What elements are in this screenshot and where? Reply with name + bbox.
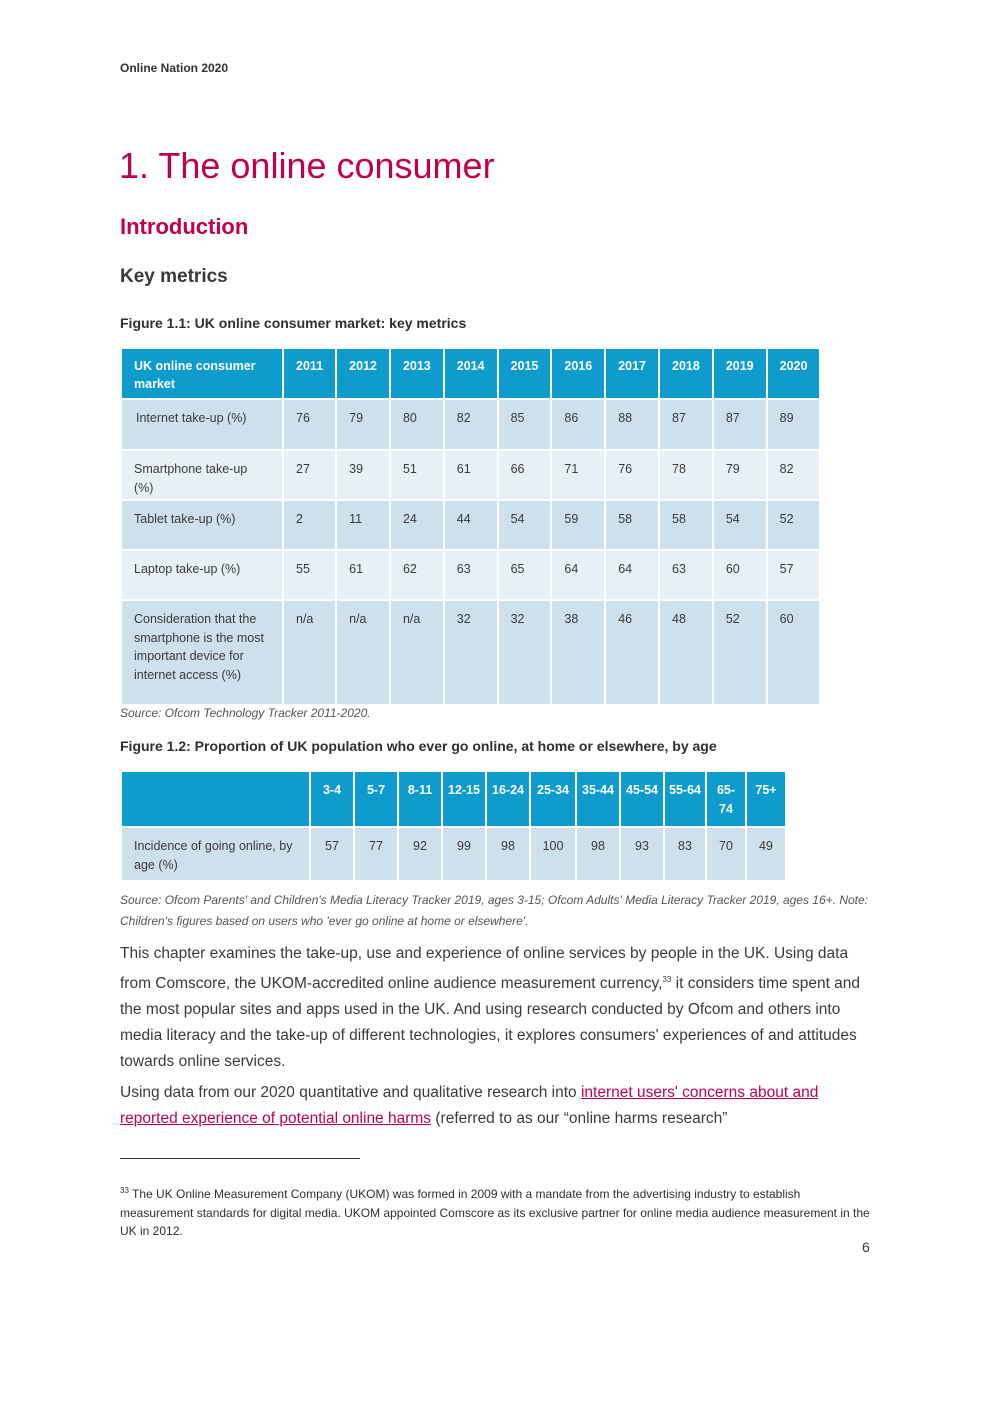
- row-label: Internet take-up (%): [122, 400, 282, 449]
- table-cell: 63: [445, 551, 497, 599]
- paragraph-text: Using data from our 2020 quantitative and qualitative research into: [120, 1084, 581, 1101]
- table-cell: 89: [768, 400, 820, 449]
- table-cell: 87: [660, 400, 712, 449]
- table-cell: 27: [284, 451, 335, 499]
- page-number: 6: [862, 1239, 870, 1255]
- table-cell: 61: [445, 451, 497, 499]
- table-cell: 100: [531, 828, 575, 880]
- table-cell: 46: [606, 601, 658, 704]
- table-cell: 61: [337, 551, 389, 599]
- table-row: [122, 451, 819, 499]
- footnote-number: 33: [120, 1186, 129, 1195]
- table-cell: 65: [499, 551, 551, 599]
- row-label: Tablet take-up (%): [122, 501, 282, 549]
- table-cell: 39: [337, 451, 389, 499]
- paragraph-text: (referred to as our “online harms research”: [431, 1110, 728, 1127]
- table-cell: 60: [768, 601, 820, 704]
- year-header: 2012: [337, 349, 389, 398]
- table-cell: 58: [606, 501, 658, 549]
- table-cell: 64: [606, 551, 658, 599]
- table-cell: 79: [714, 451, 766, 499]
- table-cell: 54: [499, 501, 551, 549]
- table-cell: 52: [768, 501, 820, 549]
- table-cell: 32: [445, 601, 497, 704]
- table-cell: 11: [337, 501, 389, 549]
- table-cell: 82: [445, 400, 497, 449]
- age-header: 65-74: [707, 772, 745, 826]
- age-header: 8-11: [399, 772, 441, 826]
- table-cell: 82: [768, 451, 820, 499]
- figure-1-caption: Figure 1.1: UK online consumer market: key metrics: [120, 315, 467, 331]
- table-row: [122, 828, 785, 880]
- age-header: 12-15: [443, 772, 485, 826]
- table-header-row: [122, 772, 785, 826]
- table-cell: 48: [660, 601, 712, 704]
- figure-1-source: Source: Ofcom Technology Tracker 2011-2020.: [120, 706, 371, 720]
- table-cell: 86: [552, 400, 604, 449]
- table-cell: 70: [707, 828, 745, 880]
- body-paragraph-2: [120, 1080, 870, 1132]
- table-cell: 52: [714, 601, 766, 704]
- table-cell: n/a: [284, 601, 335, 704]
- year-header: 2011: [284, 349, 335, 398]
- table-cell: 92: [399, 828, 441, 880]
- year-header: 2014: [445, 349, 497, 398]
- table-cell: n/a: [337, 601, 389, 704]
- age-table: [120, 770, 787, 882]
- row-label: Consideration that the smartphone is the most important device for internet access (%): [122, 601, 282, 704]
- table-cell: n/a: [391, 601, 443, 704]
- table-cell: 79: [337, 400, 389, 449]
- year-header: 2017: [606, 349, 658, 398]
- table-cell: 80: [391, 400, 443, 449]
- table-cell: 93: [621, 828, 663, 880]
- footnote-ref[interactable]: 33: [662, 975, 672, 984]
- table-row: [122, 601, 819, 704]
- table-cell: 88: [606, 400, 658, 449]
- footnote-text: The UK Online Measurement Company (UKOM) was formed in 2009 with a mandate from the advertising industry to establish measurement standards for digital media. UKOM appointed Comscore as its exclusive partner for online media audience measurement in the UK in 2012.: [120, 1187, 870, 1238]
- age-header: 16-24: [487, 772, 529, 826]
- year-header: 2013: [391, 349, 443, 398]
- year-header: 2016: [552, 349, 604, 398]
- table-cell: 98: [577, 828, 619, 880]
- paragraph-text: This chapter examines the take-up, use and experience of online services by people in the UK. Using data from Comscore, the UKOM-accredited online audience measurement currency,: [120, 945, 849, 993]
- running-head: Online Nation 2020: [120, 61, 229, 75]
- age-header: 5-7: [355, 772, 397, 826]
- figure-2-source: Source: Ofcom Parents' and Children's Media Literacy Tracker 2019, ages 3-15; Ofcom Adults' Media Literacy Tracker 2019, ages 16+. Note: Children's figures based on users who 'ever go online at home or elsewhere'.: [120, 893, 869, 928]
- year-header: 2019: [714, 349, 766, 398]
- age-header: 75+: [747, 772, 785, 826]
- table-cell: 77: [355, 828, 397, 880]
- body-paragraph-1: [120, 941, 870, 1075]
- table-cell: 59: [552, 501, 604, 549]
- table-cell: 38: [552, 601, 604, 704]
- table-cell: 64: [552, 551, 604, 599]
- table-row: [122, 551, 819, 599]
- table-cell: 85: [499, 400, 551, 449]
- table-cell: 71: [552, 451, 604, 499]
- table-cell: 78: [660, 451, 712, 499]
- table-cell: 83: [665, 828, 705, 880]
- table-cell: 57: [311, 828, 353, 880]
- row-label: Smartphone take-up (%): [122, 451, 282, 499]
- table-cell: 44: [445, 501, 497, 549]
- footnote: [120, 1182, 872, 1241]
- row-label: Laptop take-up (%): [122, 551, 282, 599]
- year-header: 2015: [499, 349, 551, 398]
- row-label: Incidence of going online, by age (%): [122, 828, 309, 880]
- age-header: 45-54: [621, 772, 663, 826]
- table-cell: 55: [284, 551, 335, 599]
- table-row: [122, 400, 819, 449]
- header-label-cell: UK online consumer market: [122, 349, 282, 398]
- table-cell: 63: [660, 551, 712, 599]
- header-empty-cell: [122, 772, 309, 826]
- table-row: [122, 501, 819, 549]
- table-cell: 58: [660, 501, 712, 549]
- age-header: 55-64: [665, 772, 705, 826]
- table-cell: 2: [284, 501, 335, 549]
- age-header: 35-44: [577, 772, 619, 826]
- table-cell: 24: [391, 501, 443, 549]
- table-cell: 66: [499, 451, 551, 499]
- table-cell: 32: [499, 601, 551, 704]
- table-cell: 62: [391, 551, 443, 599]
- table-cell: 87: [714, 400, 766, 449]
- chapter-title: 1. The online consumer: [119, 145, 495, 186]
- table-cell: 98: [487, 828, 529, 880]
- age-header: 3-4: [311, 772, 353, 826]
- year-header: 2020: [768, 349, 820, 398]
- table-cell: 51: [391, 451, 443, 499]
- age-header: 25-34: [531, 772, 575, 826]
- table-cell: 99: [443, 828, 485, 880]
- subsection-title: Key metrics: [120, 266, 228, 287]
- section-title: Introduction: [120, 214, 249, 239]
- year-header: 2018: [660, 349, 712, 398]
- table-cell: 60: [714, 551, 766, 599]
- table-cell: 57: [768, 551, 820, 599]
- table-cell: 76: [284, 400, 335, 449]
- footnote-divider: [120, 1158, 360, 1159]
- figure-2-caption: Figure 1.2: Proportion of UK population who ever go online, at home or elsewhere, by age: [120, 738, 717, 754]
- key-metrics-table: [120, 347, 821, 706]
- paragraph-text: it considers time spent and the most popular sites and apps used in the UK. And using research conducted by Ofcom and others into media literacy and the take-up of different technologies, it explores consumers' experiences of and attitudes towards online services.: [120, 975, 861, 1071]
- table-cell: 76: [606, 451, 658, 499]
- online-harms-research-link[interactable]: internet users' concerns about and reported experience of potential online harms: [120, 1084, 819, 1127]
- table-header-row: [122, 349, 819, 398]
- table-cell: 49: [747, 828, 785, 880]
- table-cell: 54: [714, 501, 766, 549]
